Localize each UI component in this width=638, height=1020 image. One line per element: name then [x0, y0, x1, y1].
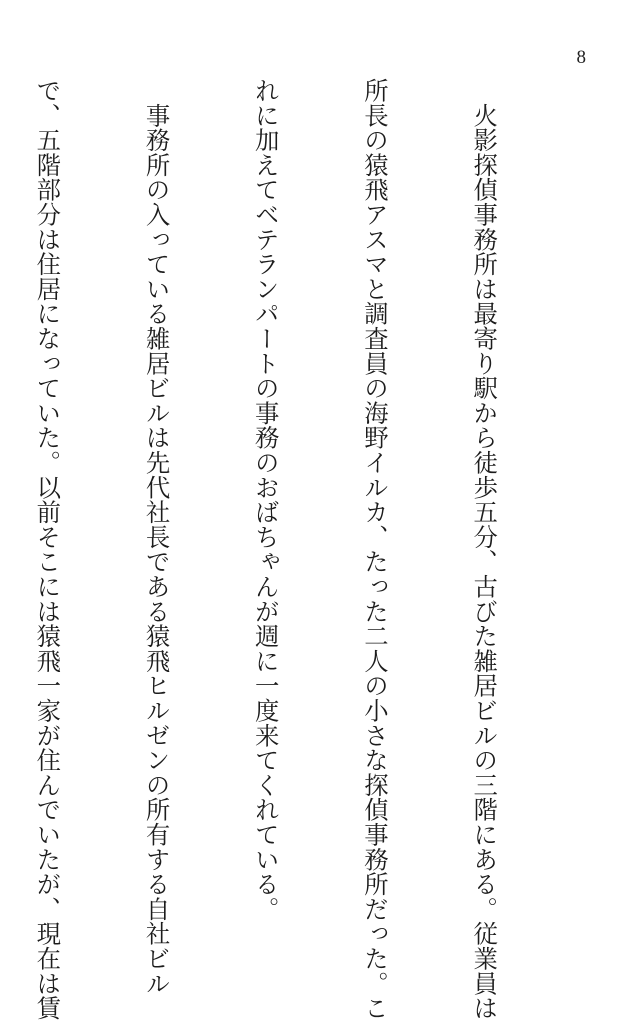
- page-number: 8: [576, 47, 586, 68]
- body-text: [0, 78, 574, 1020]
- text-line-5: で、五階部分は住居になっていた。以前そこには猿飛一家が住んでいたが、現在は賃: [32, 78, 62, 1020]
- text-line-4: 事務所の入っている雑居ビルは先代社長である猿飛ヒルゼンの所有する自社ビル: [141, 78, 171, 996]
- text-line-1: 火影探偵事務所は最寄り駅から徒歩五分、古びた雑居ビルの三階にある。従業員は: [469, 78, 499, 1020]
- text-line-3: れに加えてベテランパートの事務のおばちゃんが週に一度来てくれている。: [250, 78, 280, 922]
- text-line-2: 所長の猿飛アスマと調査員の海野イルカ、たった二人の小さな探偵事務所だった。こ: [359, 78, 389, 1020]
